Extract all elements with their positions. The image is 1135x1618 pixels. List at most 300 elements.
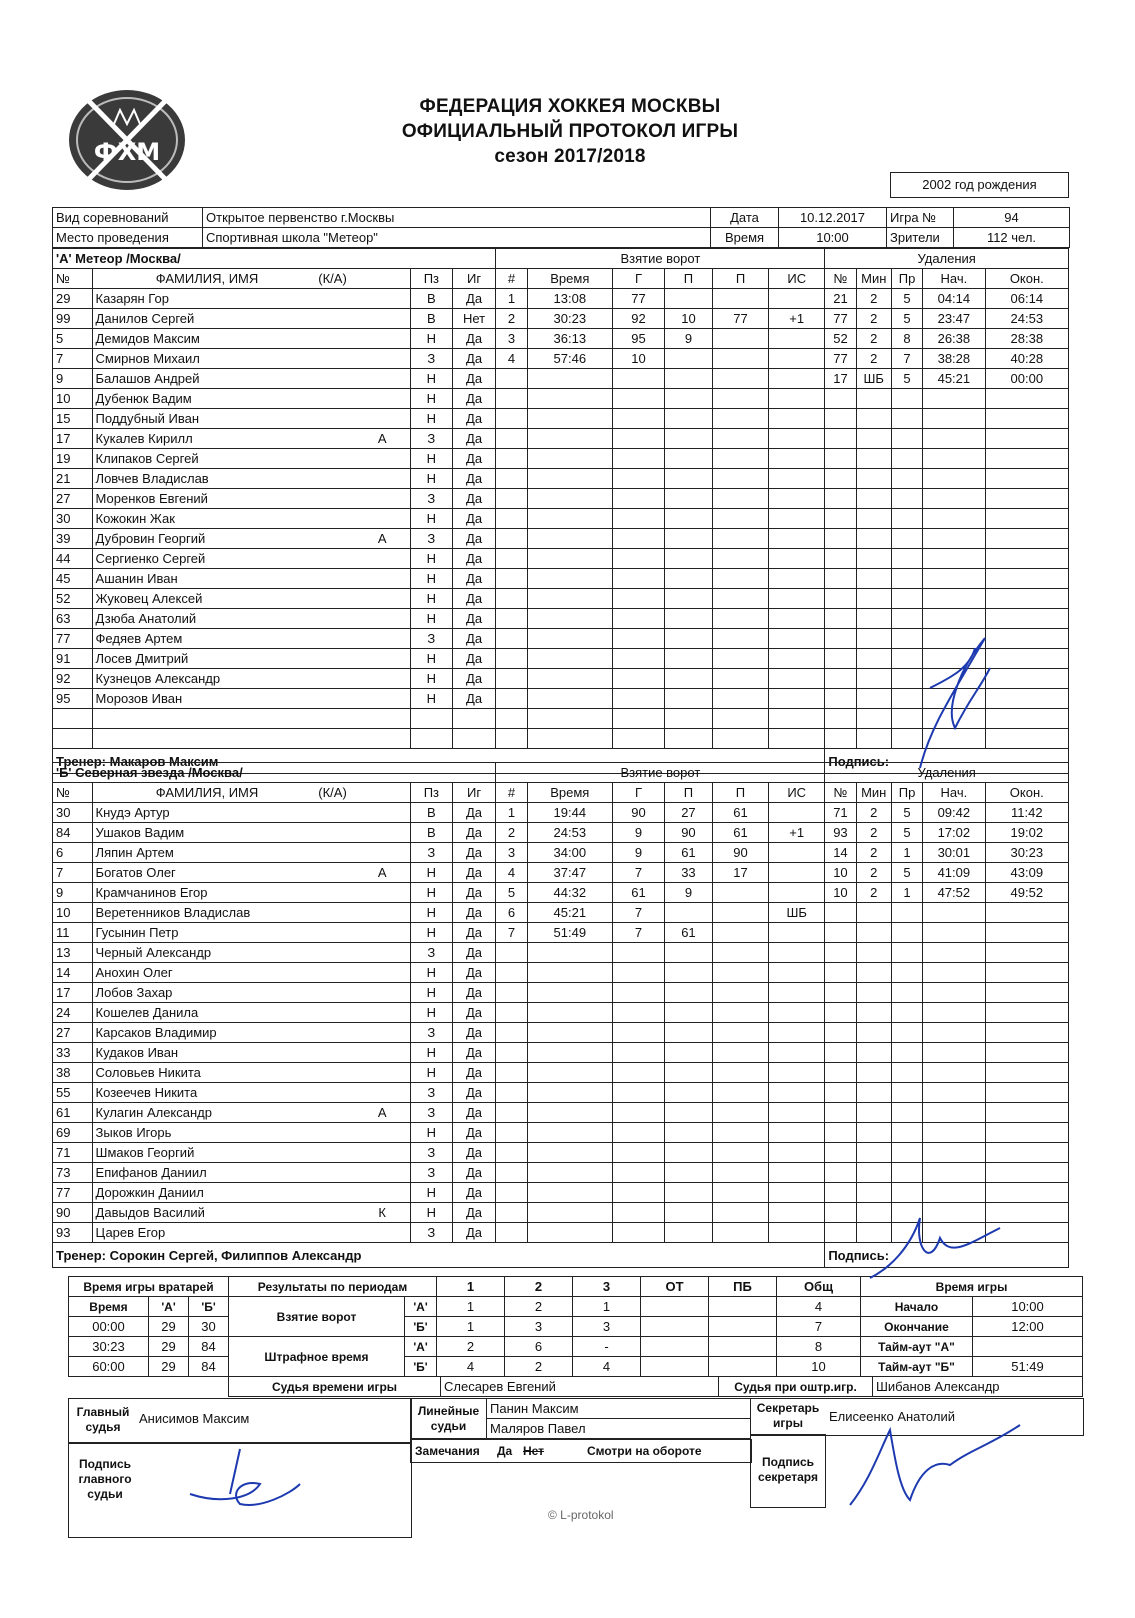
player-number: 17 — [53, 429, 93, 449]
goal-scorer: 92 — [612, 309, 664, 329]
player-position: Н — [411, 609, 453, 629]
goal-number — [496, 409, 527, 429]
table-row — [53, 409, 1069, 429]
player-number: 15 — [53, 409, 93, 429]
goal-number: 3 — [496, 843, 527, 863]
goal-number — [496, 649, 527, 669]
goal-assist-1 — [665, 509, 713, 529]
goal-assist-2 — [712, 289, 768, 309]
goal-number: 4 — [496, 349, 527, 369]
player-ka: А — [354, 863, 410, 883]
player-position: Н — [411, 689, 453, 709]
goal-scorer — [612, 1163, 664, 1183]
player-ka — [354, 943, 410, 963]
penalty-player — [825, 1183, 856, 1203]
goal-strength — [769, 983, 825, 1003]
player-ka — [354, 903, 410, 923]
goal-assist-2 — [712, 1223, 768, 1243]
col-played: Иг — [452, 783, 496, 803]
goal-assist-1 — [665, 349, 713, 369]
player-position: Н — [411, 329, 453, 349]
goal-assist-2 — [712, 1043, 768, 1063]
penalty-player: 71 — [825, 803, 856, 823]
player-number: 10 — [53, 903, 93, 923]
goal-assist-2 — [712, 1183, 768, 1203]
goal-assist-1 — [665, 629, 713, 649]
goal-strength — [769, 709, 825, 729]
goal-assist-1 — [665, 1043, 713, 1063]
competition-value: Открытое первенство г.Москвы — [203, 208, 711, 228]
linesman-1: Панин Максим — [487, 1399, 751, 1419]
goal-scorer — [612, 629, 664, 649]
goal-scorer — [612, 389, 664, 409]
game-end-label: Окончание — [861, 1317, 973, 1337]
goal-number: 6 — [496, 903, 527, 923]
goal-assist-1 — [665, 449, 713, 469]
goalie-a: 29 — [149, 1317, 189, 1337]
penalty-end: 11:42 — [985, 803, 1068, 823]
period-team: 'А' — [405, 1337, 437, 1357]
penalty-player — [825, 1043, 856, 1063]
period-value: 4 — [777, 1297, 861, 1317]
goal-scorer — [612, 1003, 664, 1023]
penalty-end — [985, 409, 1068, 429]
penalty-reason — [891, 609, 922, 629]
goal-assist-1 — [665, 549, 713, 569]
penalty-minutes: 2 — [856, 803, 891, 823]
penalty-reason — [891, 923, 922, 943]
player-number: 14 — [53, 963, 93, 983]
goal-time: 30:23 — [527, 309, 612, 329]
player-position: Н — [411, 1123, 453, 1143]
logo-text: ФХМ — [93, 138, 161, 166]
goal-strength — [769, 1203, 825, 1223]
goal-number — [496, 1083, 527, 1103]
player-number: 90 — [53, 1203, 93, 1223]
penalty-end — [985, 1163, 1068, 1183]
player-name: Морозов Иван — [92, 689, 354, 709]
goal-assist-2 — [712, 883, 768, 903]
goal-scorer — [612, 649, 664, 669]
goal-scorer — [612, 569, 664, 589]
penalty-end — [985, 1063, 1068, 1083]
goal-number: 3 — [496, 329, 527, 349]
penalty-player — [825, 549, 856, 569]
player-number: 52 — [53, 589, 93, 609]
goal-time: 37:47 — [527, 863, 612, 883]
penalty-minutes: 2 — [856, 349, 891, 369]
player-name: Царев Егор — [92, 1223, 354, 1243]
player-name: Лосев Дмитрий — [92, 649, 354, 669]
goal-number — [496, 1103, 527, 1123]
venue-value: Спортивная школа "Метеор" — [203, 228, 711, 248]
goal-number — [496, 489, 527, 509]
goal-time — [527, 709, 612, 729]
penalty-minutes: ШБ — [856, 369, 891, 389]
penalty-reason: 5 — [891, 823, 922, 843]
goal-strength — [769, 1083, 825, 1103]
col-num: № — [53, 269, 93, 289]
player-played: Да — [452, 609, 496, 629]
goal-assist-1 — [665, 489, 713, 509]
player-number: 9 — [53, 883, 93, 903]
penalty-minutes — [856, 669, 891, 689]
penalty-minutes — [856, 923, 891, 943]
player-played: Да — [452, 529, 496, 549]
player-name: Кудаков Иван — [92, 1043, 354, 1063]
goal-assist-1 — [665, 963, 713, 983]
period-value: 1 — [573, 1297, 641, 1317]
secretary-sign-label-box — [750, 1434, 826, 1508]
goal-time: 24:53 — [527, 823, 612, 843]
period-value: 2 — [437, 1337, 505, 1357]
player-number: 39 — [53, 529, 93, 549]
table-row — [53, 923, 1069, 943]
goal-assist-2 — [712, 689, 768, 709]
table-row — [53, 883, 1069, 903]
player-number: 73 — [53, 1163, 93, 1183]
penalty-end — [985, 569, 1068, 589]
goal-assist-1 — [665, 389, 713, 409]
penalty-player: 14 — [825, 843, 856, 863]
penalty-player — [825, 1223, 856, 1243]
goal-assist-1: 90 — [665, 823, 713, 843]
goal-strength — [769, 803, 825, 823]
goal-time — [527, 1143, 612, 1163]
period-value — [709, 1317, 777, 1337]
secretary-name: Елисеенко Анатолий — [829, 1409, 955, 1424]
goal-assist-1 — [665, 903, 713, 923]
player-number: 61 — [53, 1103, 93, 1123]
penalty-reason — [891, 943, 922, 963]
goal-scorer — [612, 943, 664, 963]
goal-assist-2 — [712, 449, 768, 469]
penalty-start — [923, 489, 985, 509]
player-position — [411, 709, 453, 729]
player-name: Зыков Игорь — [92, 1123, 354, 1143]
goal-time — [527, 1003, 612, 1023]
goal-scorer — [612, 1063, 664, 1083]
goalie-b: 84 — [189, 1337, 229, 1357]
player-name: Карсаков Владимир — [92, 1023, 354, 1043]
goal-strength — [769, 1163, 825, 1183]
player-ka — [354, 409, 410, 429]
penalty-minutes: 2 — [856, 883, 891, 903]
player-name: Кукалев Кирилл — [92, 429, 354, 449]
player-played: Да — [452, 983, 496, 1003]
coach-a-signature-icon — [890, 628, 1000, 778]
table-row — [53, 569, 1069, 589]
goal-assist-2 — [712, 1003, 768, 1023]
game-time-table — [860, 1276, 1083, 1377]
goal-strength — [769, 1103, 825, 1123]
goal-scorer — [612, 549, 664, 569]
penalty-start: 30:01 — [923, 843, 985, 863]
player-played: Да — [452, 903, 496, 923]
penalty-start — [923, 389, 985, 409]
penalty-player — [825, 589, 856, 609]
goal-number — [496, 1123, 527, 1143]
goal-time: 51:49 — [527, 923, 612, 943]
goal-assist-2 — [712, 1023, 768, 1043]
goal-time — [527, 943, 612, 963]
chief-signature-icon — [180, 1444, 310, 1514]
player-number: 91 — [53, 649, 93, 669]
player-played: Да — [452, 1143, 496, 1163]
player-ka — [354, 1023, 410, 1043]
player-number — [53, 709, 93, 729]
linesmen-table — [410, 1398, 751, 1439]
age-group: 2002 год рождения — [890, 172, 1069, 198]
col-pos: Пз — [411, 269, 453, 289]
goal-time — [527, 689, 612, 709]
penalty-start — [923, 1143, 985, 1163]
timeout-a-value — [973, 1337, 1083, 1357]
penalty-player: 77 — [825, 309, 856, 329]
player-ka — [354, 349, 410, 369]
goal-scorer — [612, 1223, 664, 1243]
period-value: 3 — [505, 1317, 573, 1337]
goal-assist-1 — [665, 709, 713, 729]
penalty-judge-label: Судья при оштр.игр. — [719, 1377, 873, 1397]
player-position: Н — [411, 983, 453, 1003]
player-number: 55 — [53, 1083, 93, 1103]
goal-assist-1 — [665, 1003, 713, 1023]
player-ka — [354, 669, 410, 689]
linesmen-label: Линейные судьи — [411, 1399, 487, 1439]
penalty-start — [923, 589, 985, 609]
penalty-minutes — [856, 609, 891, 629]
team-header: 'А' Метеор /Москва/ — [53, 249, 496, 269]
col-name — [92, 269, 410, 289]
player-played: Да — [452, 943, 496, 963]
penalty-end — [985, 549, 1068, 569]
goal-time — [527, 629, 612, 649]
goal-assist-2 — [712, 983, 768, 1003]
player-ka — [354, 1083, 410, 1103]
penalty-end: 30:23 — [985, 843, 1068, 863]
player-name: Давыдов Василий — [92, 1203, 354, 1223]
player-ka: К — [354, 1203, 410, 1223]
player-position: Н — [411, 923, 453, 943]
table-row — [53, 963, 1069, 983]
table-row — [69, 1357, 229, 1377]
penalty-start — [923, 1163, 985, 1183]
goal-time: 13:08 — [527, 289, 612, 309]
goal-number: 1 — [496, 289, 527, 309]
goal-assist-1: 9 — [665, 883, 713, 903]
game-value: 94 — [954, 208, 1070, 228]
col-ka-label: (К/А) — [318, 785, 347, 800]
player-number: 33 — [53, 1043, 93, 1063]
secretary-label: Секретарь игры — [756, 1401, 820, 1430]
penalty-reason — [891, 1023, 922, 1043]
penalty-minutes — [856, 469, 891, 489]
player-position: Н — [411, 863, 453, 883]
col-pen-num: № — [825, 269, 856, 289]
period-value: 4 — [573, 1357, 641, 1377]
player-position: З — [411, 1143, 453, 1163]
penalty-start — [923, 1023, 985, 1043]
penalty-start — [923, 529, 985, 549]
table-row — [53, 309, 1069, 329]
penalty-reason — [891, 589, 922, 609]
penalty-reason: 5 — [891, 369, 922, 389]
goal-scorer — [612, 469, 664, 489]
penalties-title: Удаления — [825, 763, 1069, 783]
penalty-reason — [891, 469, 922, 489]
player-played: Да — [452, 689, 496, 709]
penalty-end — [985, 529, 1068, 549]
goal-assist-2 — [712, 389, 768, 409]
game-start-label: Начало — [861, 1297, 973, 1317]
penalty-start: 23:47 — [923, 309, 985, 329]
goal-assist-1 — [665, 1063, 713, 1083]
goal-assist-1 — [665, 729, 713, 749]
penalty-reason — [891, 489, 922, 509]
table-row — [53, 529, 1069, 549]
player-played: Да — [452, 1183, 496, 1203]
col-goal-scorer: Г — [612, 269, 664, 289]
penalty-player — [825, 409, 856, 429]
penalty-reason — [891, 409, 922, 429]
goalie-col-time: Время — [69, 1297, 149, 1317]
goal-time — [527, 1223, 612, 1243]
penalty-end — [985, 449, 1068, 469]
player-position: В — [411, 309, 453, 329]
col-name-label: ФАМИЛИЯ, ИМЯ — [155, 785, 259, 800]
player-name — [92, 709, 354, 729]
goal-scorer — [612, 1043, 664, 1063]
period-value — [641, 1357, 709, 1377]
goalie-time: 30:23 — [69, 1337, 149, 1357]
penalty-minutes: 2 — [856, 309, 891, 329]
table-row — [53, 369, 1069, 389]
penalty-player — [825, 449, 856, 469]
goal-scorer — [612, 489, 664, 509]
goal-time — [527, 569, 612, 589]
remarks-label: Замечания — [415, 1444, 480, 1458]
goal-time — [527, 1023, 612, 1043]
goalie-a: 29 — [149, 1337, 189, 1357]
goal-number: 2 — [496, 823, 527, 843]
goal-assist-2 — [712, 1083, 768, 1103]
player-position: Н — [411, 389, 453, 409]
goal-assist-1 — [665, 469, 713, 489]
player-ka — [354, 329, 410, 349]
penalty-minutes — [856, 569, 891, 589]
spectators-label: Зрители — [887, 228, 954, 248]
penalty-start: 38:28 — [923, 349, 985, 369]
date-label: Дата — [711, 208, 779, 228]
penalty-end — [985, 943, 1068, 963]
player-played: Да — [452, 349, 496, 369]
penalty-end — [985, 923, 1068, 943]
penalty-player — [825, 509, 856, 529]
player-played: Да — [452, 1103, 496, 1123]
period-value — [641, 1317, 709, 1337]
player-played: Да — [452, 389, 496, 409]
goal-scorer — [612, 529, 664, 549]
goal-number — [496, 1003, 527, 1023]
player-position: Н — [411, 669, 453, 689]
player-name: Моренков Евгений — [92, 489, 354, 509]
goal-assist-1 — [665, 1143, 713, 1163]
period-value: 1 — [437, 1317, 505, 1337]
penalty-end — [985, 983, 1068, 1003]
player-name: Казарян Гор — [92, 289, 354, 309]
penalty-minutes — [856, 1023, 891, 1043]
game-end-value: 12:00 — [973, 1317, 1083, 1337]
goal-time — [527, 1063, 612, 1083]
player-ka — [354, 729, 410, 749]
table-row — [53, 1083, 1069, 1103]
col-pen-start: Нач. — [923, 269, 985, 289]
goal-assist-1 — [665, 689, 713, 709]
player-name: Кнудэ Артур — [92, 803, 354, 823]
col-name-label: ФАМИЛИЯ, ИМЯ — [155, 271, 259, 286]
player-name: Смирнов Михаил — [92, 349, 354, 369]
player-name: Соловьев Никита — [92, 1063, 354, 1083]
goal-time — [527, 449, 612, 469]
penalty-start — [923, 1083, 985, 1103]
spectators-value: 112 чел. — [954, 228, 1070, 248]
penalty-reason — [891, 1043, 922, 1063]
goalie-col-a: 'А' — [149, 1297, 189, 1317]
col-goal-time: Время — [527, 783, 612, 803]
player-ka: А — [354, 529, 410, 549]
penalty-end: 24:53 — [985, 309, 1068, 329]
player-name: Жуковец Алексей — [92, 589, 354, 609]
period-col-pb: ПБ — [709, 1277, 777, 1297]
table-row — [53, 469, 1069, 489]
player-played: Да — [452, 1003, 496, 1023]
player-position: Н — [411, 649, 453, 669]
penalty-end — [985, 509, 1068, 529]
penalty-minutes: 2 — [856, 289, 891, 309]
player-name: Анохин Олег — [92, 963, 354, 983]
player-ka — [354, 469, 410, 489]
penalty-end — [985, 903, 1068, 923]
goal-scorer — [612, 1183, 664, 1203]
goal-number — [496, 369, 527, 389]
player-position: З — [411, 489, 453, 509]
player-name: Федяев Артем — [92, 629, 354, 649]
period-value: 6 — [505, 1337, 573, 1357]
goal-time — [527, 489, 612, 509]
goal-strength — [769, 1003, 825, 1023]
penalty-end — [985, 1043, 1068, 1063]
player-number: 77 — [53, 629, 93, 649]
player-name: Епифанов Даниил — [92, 1163, 354, 1183]
penalty-player — [825, 469, 856, 489]
goal-strength — [769, 329, 825, 349]
goal-strength — [769, 629, 825, 649]
penalty-end: 06:14 — [985, 289, 1068, 309]
penalty-end — [985, 1143, 1068, 1163]
goal-time: 19:44 — [527, 803, 612, 823]
period-value: 3 — [573, 1317, 641, 1337]
time-value: 10:00 — [779, 228, 887, 248]
penalty-minutes — [856, 529, 891, 549]
player-name: Кожокин Жак — [92, 509, 354, 529]
penalty-reason — [891, 389, 922, 409]
penalty-player — [825, 1083, 856, 1103]
goal-number — [496, 963, 527, 983]
penalty-player — [825, 1143, 856, 1163]
penalty-player: 52 — [825, 329, 856, 349]
goal-strength: ШБ — [769, 903, 825, 923]
